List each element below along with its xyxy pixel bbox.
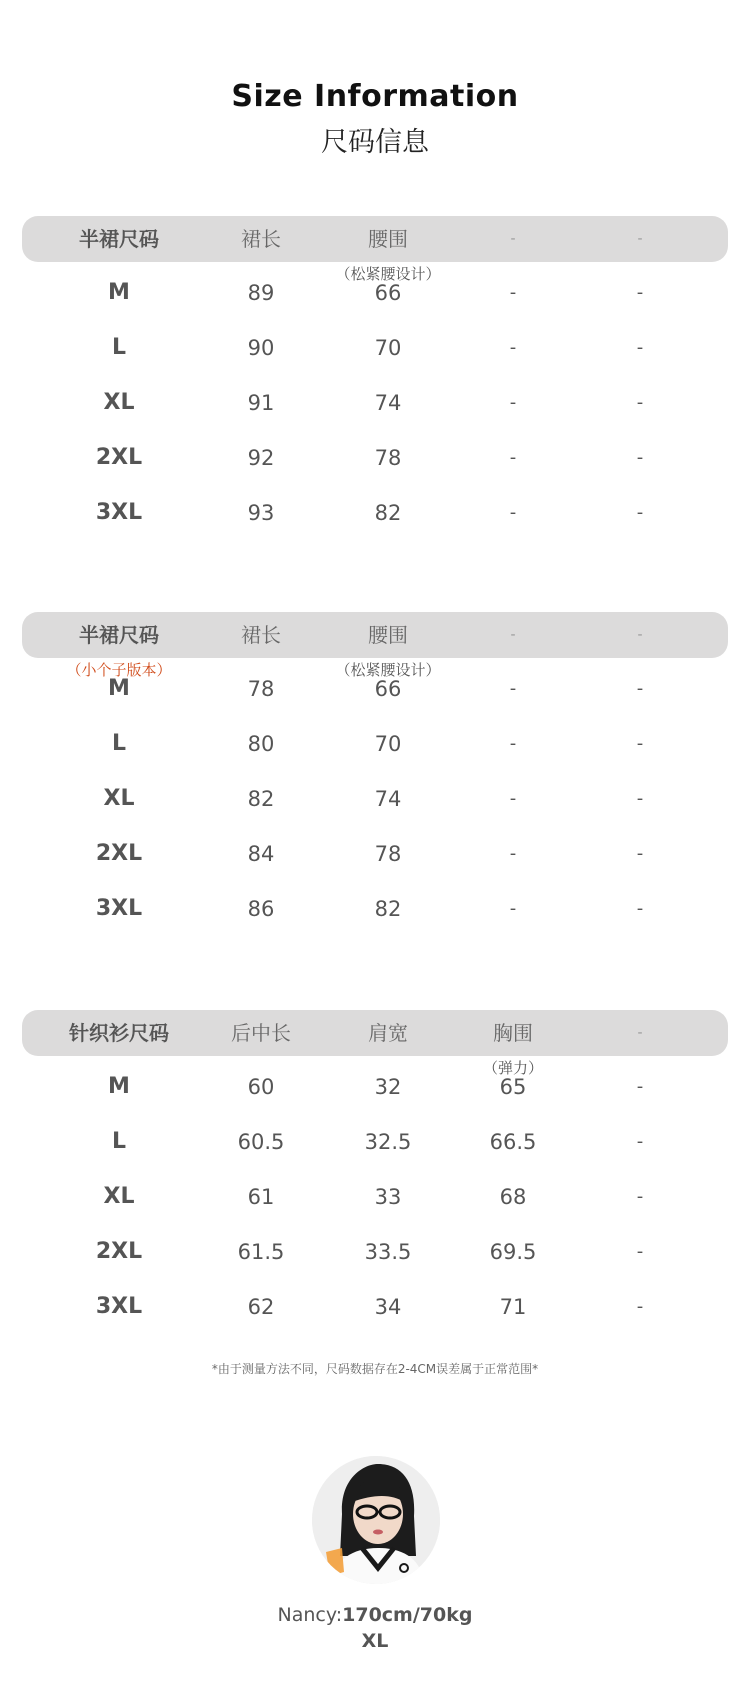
table-cell: 61 xyxy=(247,1185,275,1209)
size-label-cell: L xyxy=(111,335,127,360)
table-cell: - xyxy=(509,678,517,699)
column-note: （松紧腰设计） xyxy=(335,265,441,283)
column-note: （松紧腰设计） xyxy=(335,661,441,679)
table-cell: 78 xyxy=(374,842,402,866)
table-cell: - xyxy=(636,678,644,699)
size-label-cell: 3XL xyxy=(95,1294,143,1319)
table-cell: - xyxy=(636,337,644,358)
table-cell: - xyxy=(636,392,644,413)
header-cell: 肩宽 xyxy=(368,1021,408,1045)
table-cell: 60 xyxy=(247,1075,275,1099)
header-cell: - xyxy=(510,627,516,643)
size-table-1 xyxy=(22,216,728,546)
model-photo-icon xyxy=(312,1456,440,1584)
table-cell: - xyxy=(509,282,517,303)
table-cell: - xyxy=(509,447,517,468)
table-cell: - xyxy=(636,502,644,523)
table-cell: 82 xyxy=(247,787,275,811)
table-cell: 71 xyxy=(499,1295,527,1319)
table-cell: - xyxy=(636,1296,644,1317)
table-cell: 66 xyxy=(374,281,402,305)
table-cell: - xyxy=(636,788,644,809)
column-note: （弹力） xyxy=(482,1059,543,1077)
table-cell: 78 xyxy=(247,677,275,701)
table-cell: 82 xyxy=(374,501,402,525)
model-name: Nancy: xyxy=(277,1604,343,1626)
measurement-disclaimer: *由于测量方法不同，尺码数据存在2-4CM误差属于正常范围* xyxy=(211,1362,539,1376)
header-cell: 后中长 xyxy=(231,1021,291,1045)
table-cell: - xyxy=(636,733,644,754)
table-cell: - xyxy=(509,733,517,754)
model-stats: 170cm/70kg xyxy=(342,1604,473,1626)
table-cell: 80 xyxy=(247,732,275,756)
header-cell: - xyxy=(510,231,516,247)
header-cell: - xyxy=(637,627,643,643)
table-cell: 33.5 xyxy=(364,1240,412,1264)
size-version-note: （小个子版本） xyxy=(66,661,172,679)
table-cell: 61.5 xyxy=(237,1240,285,1264)
table-cell: - xyxy=(636,1241,644,1262)
size-label-cell: XL xyxy=(103,390,135,415)
header-cell: 半裙尺码 xyxy=(79,623,159,647)
table-cell: 91 xyxy=(247,391,275,415)
size-table-2 xyxy=(22,612,728,942)
size-label-cell: M xyxy=(108,1074,130,1099)
size-label-cell: M xyxy=(108,280,130,305)
size-label-cell: 2XL xyxy=(95,445,143,470)
table-cell: 74 xyxy=(374,391,402,415)
table-cell: - xyxy=(509,502,517,523)
table-cell: - xyxy=(636,1131,644,1152)
table-cell: 34 xyxy=(374,1295,402,1319)
page-header xyxy=(0,78,750,162)
header-cell: 胸围 xyxy=(493,1021,533,1045)
table-cell: - xyxy=(636,1076,644,1097)
table-cell: 70 xyxy=(374,336,402,360)
page-subtitle: 尺码信息 xyxy=(321,127,429,158)
table-cell: - xyxy=(509,898,517,919)
header-cell: 裙长 xyxy=(241,623,281,647)
table-cell: - xyxy=(509,788,517,809)
size-label-cell: L xyxy=(111,1129,127,1154)
header-cell: - xyxy=(637,231,643,247)
table-cell: 92 xyxy=(247,446,275,470)
table-cell: 78 xyxy=(374,446,402,470)
table-cell: 82 xyxy=(374,897,402,921)
table-cell: - xyxy=(509,843,517,864)
size-table-3 xyxy=(22,1010,728,1340)
table-cell: 89 xyxy=(247,281,275,305)
table-cell: 68 xyxy=(499,1185,527,1209)
page-title: Size Information xyxy=(231,79,519,114)
table-cell: 84 xyxy=(247,842,275,866)
table-cell: - xyxy=(509,392,517,413)
table-cell: - xyxy=(509,337,517,358)
table-cell: - xyxy=(636,282,644,303)
table-cell: 90 xyxy=(247,336,275,360)
table-cell: 65 xyxy=(499,1075,527,1099)
size-label-cell: L xyxy=(111,731,127,756)
table-cell: 33 xyxy=(374,1185,402,1209)
model-size: XL xyxy=(361,1630,389,1652)
size-label-cell: XL xyxy=(103,786,135,811)
table-cell: 60.5 xyxy=(237,1130,285,1154)
header-cell: 裙长 xyxy=(241,227,281,251)
table-cell: 32 xyxy=(374,1075,402,1099)
size-label-cell: 3XL xyxy=(95,896,143,921)
size-label-cell: 2XL xyxy=(95,841,143,866)
table-cell: 70 xyxy=(374,732,402,756)
model-info xyxy=(0,1604,750,1626)
header-cell: 针织衫尺码 xyxy=(69,1021,169,1045)
table-cell: 93 xyxy=(247,501,275,525)
size-label-cell: XL xyxy=(103,1184,135,1209)
size-label-cell: 3XL xyxy=(95,500,143,525)
header-cell: 腰围 xyxy=(368,623,408,647)
table-cell: 62 xyxy=(247,1295,275,1319)
table-cell: 66.5 xyxy=(489,1130,537,1154)
size-label-cell: 2XL xyxy=(95,1239,143,1264)
table-cell: - xyxy=(636,1186,644,1207)
table-cell: - xyxy=(636,843,644,864)
table-cell: - xyxy=(636,447,644,468)
size-label-cell: M xyxy=(108,676,130,701)
table-cell: 66 xyxy=(374,677,402,701)
table-cell: - xyxy=(636,898,644,919)
table-cell: 86 xyxy=(247,897,275,921)
header-cell: - xyxy=(637,1025,643,1041)
table-cell: 69.5 xyxy=(489,1240,537,1264)
header-cell: 腰围 xyxy=(368,227,408,251)
table-cell: 74 xyxy=(374,787,402,811)
table-cell: 32.5 xyxy=(364,1130,412,1154)
header-cell: 半裙尺码 xyxy=(79,227,159,251)
model-avatar xyxy=(312,1456,440,1584)
